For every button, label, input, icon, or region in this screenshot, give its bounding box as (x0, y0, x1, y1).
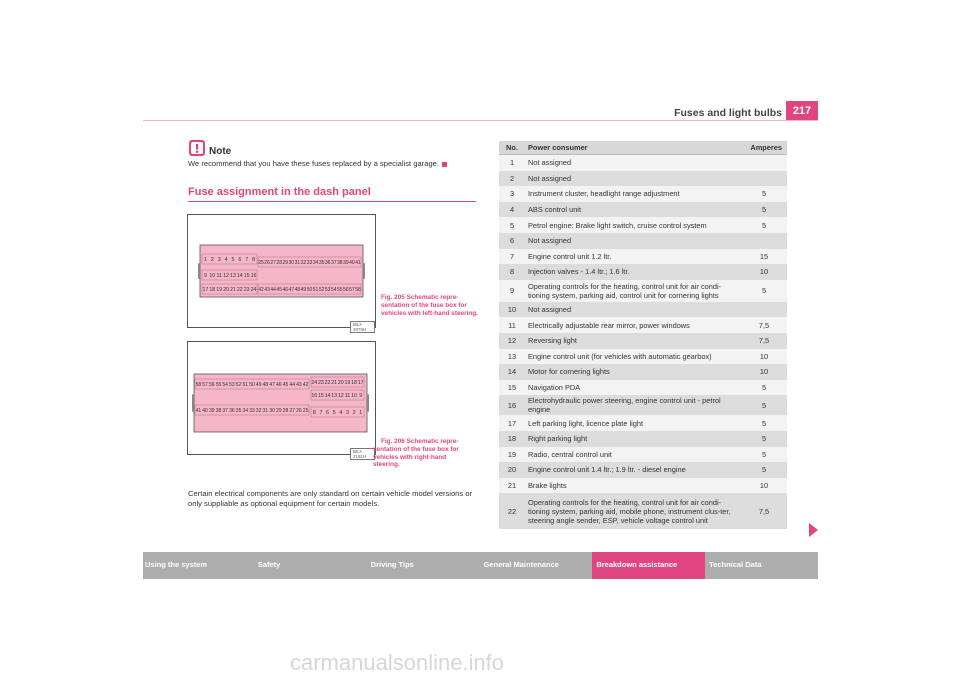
note-title: Note (209, 146, 232, 157)
fuse-slot-label: 22 (236, 287, 243, 293)
amperes-value: 5 (761, 220, 767, 230)
fuse-slot-label: 20 (223, 287, 230, 293)
nav-tab-label: Using the system (145, 560, 208, 569)
fuse-slot-label: 38 (215, 408, 222, 414)
power-consumer: Not assigned (528, 236, 572, 246)
amperes-value: 7,5 (758, 336, 770, 346)
fuse-slot-label: 18 (209, 287, 216, 293)
power-consumer: Not assigned (528, 158, 572, 168)
fuse-slot-label: 5 (332, 410, 336, 416)
fuse-slot-label: 23 (243, 287, 250, 293)
table-header-row (499, 141, 787, 155)
fuse-slot-label: 13 (229, 273, 236, 279)
fuse-slot-label: 18 (351, 380, 358, 386)
fuse-slot-label: 47 (288, 287, 295, 293)
fuse-slot-label: 30 (288, 260, 295, 266)
power-consumer: Petrol engine: Brake light switch, cruise control system (528, 220, 707, 230)
end-marker-icon (442, 162, 447, 167)
fuse-slot-label: 3 (345, 410, 349, 416)
power-consumer: Not assigned (528, 305, 572, 315)
fuse-slot-label: 39 (343, 260, 349, 266)
nav-tab-label: Safety (257, 560, 281, 569)
fuse-number: 12 (507, 336, 517, 346)
table-row (499, 202, 787, 218)
fuse-slot-label: 3 (217, 257, 221, 263)
fuse-slot-label: 6 (238, 257, 242, 263)
fuse-slot-label: 55 (215, 382, 222, 388)
fuse-slot-label: 36 (324, 260, 331, 266)
fuse-number: 7 (509, 251, 515, 261)
column-header-no: No. (506, 143, 518, 152)
fuse-box-tab (367, 394, 369, 411)
fuse-slot-label: 13 (331, 393, 338, 399)
table-row (499, 186, 787, 202)
fuse-number: 17 (507, 418, 517, 428)
fuse-slot-label: 9 (203, 273, 207, 279)
fuse-slot-label: 10 (351, 393, 358, 399)
power-consumer: Electrically adjustable rear mirror, power windows (528, 320, 690, 330)
fuse-number: 15 (507, 383, 517, 393)
fuse-number: 2 (509, 173, 515, 183)
note-text (188, 159, 447, 168)
fuse-number: 8 (509, 267, 515, 277)
fuse-slot-label: 20 (337, 380, 344, 386)
fuse-slot-label: 17 (202, 287, 209, 293)
fuse-slot-label: 26 (296, 408, 302, 414)
figure-caption-206: Fig. 206 Schematic repre-sentation of the fuse box for vehicles with right-hand steering. (373, 438, 459, 469)
fuse-slot-label: 24 (250, 287, 257, 293)
section-title: Fuse assignment in the dash panel (188, 186, 371, 198)
column-header-amperes: Amperes (750, 143, 782, 152)
fuse-slot-label: 40 (202, 408, 208, 414)
power-consumer: Operating controls for the heating, control unit for air condi-tioning system, parking aid, control unit for cornering lights (528, 281, 722, 300)
fuse-slot-label: 32 (300, 260, 307, 266)
table-row (499, 380, 787, 396)
fuse-slot-label: 24 (311, 380, 318, 386)
table-row (499, 395, 787, 415)
fuse-slot-label: 4 (339, 410, 343, 416)
fuse-box-tab (198, 263, 200, 279)
column-header-consumer: Power consumer (528, 143, 588, 152)
fuse-number: 4 (509, 205, 515, 215)
fuse-slot-label: 30 (269, 408, 275, 414)
amperes-value: 5 (761, 286, 767, 296)
fuse-slot-label: 29 (276, 408, 282, 414)
nav-tab[interactable] (254, 552, 367, 579)
fuse-slot-label: 25 (302, 408, 309, 414)
table-row (499, 493, 787, 529)
fuse-slot-label: 8 (252, 257, 256, 263)
fuse-slot-label: 36 (229, 408, 235, 414)
fuse-slot-label: 53 (229, 382, 235, 388)
fuse-slot-label: 29 (282, 260, 289, 266)
fuse-slot-label: 16 (250, 273, 257, 279)
fuse-slot-label: 14 (324, 393, 331, 399)
fuse-slot-label: 57 (202, 382, 208, 388)
amperes-value: 5 (761, 383, 767, 393)
fuse-slot-label: 44 (270, 287, 276, 293)
page-header-title: Fuses and light bulbs (674, 107, 782, 119)
fuse-slot-label: 34 (242, 408, 249, 414)
fuse-slot-label: 42 (302, 382, 309, 388)
power-consumer: Navigation PDA (528, 383, 581, 393)
figure-fuse-box-right-hand (187, 341, 376, 459)
fuse-slot-label: 33 (249, 408, 255, 414)
fuse-slot-label: 39 (208, 408, 215, 414)
amperes-value: 5 (761, 418, 767, 428)
fuse-slot-label: 12 (223, 273, 230, 279)
fuse-slot-label: 54 (222, 382, 228, 388)
fuse-number: 21 (507, 480, 517, 490)
watermark: carmanualsonline.info (290, 650, 505, 675)
fuse-slot-label: 1 (203, 257, 207, 263)
fuse-slot-label: 9 (359, 393, 363, 399)
table-row (499, 478, 787, 494)
fuse-slot-label: 15 (317, 393, 324, 399)
amperes-value: 5 (761, 465, 767, 475)
power-consumer: ABS control unit (528, 205, 581, 215)
fuse-slot-label: 46 (276, 382, 282, 388)
power-consumer: Radio, central control unit (528, 449, 612, 459)
fuse-slot-label: 52 (235, 382, 242, 388)
power-consumer: Engine control unit (for vehicles with automatic gearbox) (528, 351, 712, 361)
nav-tab[interactable] (367, 552, 480, 579)
fuse-slot-label: 28 (276, 260, 282, 266)
note-icon (188, 139, 206, 157)
table-row (499, 264, 787, 280)
power-consumer: Electrohydraulic power steering, engine control unit - petrol engine (528, 396, 721, 415)
fuse-box-tab (363, 263, 365, 279)
fuse-slot-label: 27 (289, 408, 296, 414)
fuse-slot-label: 19 (344, 380, 351, 386)
power-consumer: Not assigned (528, 173, 572, 183)
fuse-number: 16 (507, 400, 517, 410)
fuse-slot-label: 10 (209, 273, 216, 279)
fuse-number: 1 (509, 158, 515, 168)
fuse-box-diagram-right (188, 342, 375, 454)
fuse-slot-label: 50 (249, 382, 255, 388)
fuse-slot-label: 25 (258, 260, 264, 266)
table-row (499, 349, 787, 365)
fuse-slot-label: 54 (330, 287, 337, 293)
fuse-slot-label: 57 (349, 287, 355, 293)
table-row (499, 431, 787, 447)
figure-code: B5J-2076H (350, 321, 375, 333)
power-consumer: Engine control unit 1.2 ltr. (528, 251, 612, 261)
nav-tab[interactable] (705, 552, 818, 579)
footer-navigation (143, 552, 818, 579)
fuse-slot-label: 8 (312, 410, 316, 416)
fuse-slot-label: 19 (216, 287, 223, 293)
fuse-slot-label: 45 (282, 382, 289, 388)
power-consumer: Operating controls for the heating, control unit for air condi-tioning system, parking aid, mobile phone, instrument clus-ter, steering angle sender, ESP, vehicle voltage control unit (528, 497, 731, 525)
fuse-number: 18 (507, 434, 517, 444)
fuse-slot-label: 11 (216, 273, 222, 279)
table-row (499, 171, 787, 187)
fuse-slot-label: 47 (269, 382, 275, 388)
fuse-slot-label: 16 (311, 393, 318, 399)
fuse-slot-label: 21 (331, 380, 338, 386)
fuse-slot-label: 17 (357, 380, 364, 386)
fuse-slot-label: 2 (210, 257, 214, 263)
fuse-slot-label: 40 (349, 260, 355, 266)
fuse-slot-label: 12 (337, 393, 344, 399)
fuse-slot-label: 50 (306, 287, 313, 293)
fuse-number: 5 (509, 220, 515, 230)
fuse-slot-label: 4 (224, 257, 228, 263)
fuse-slot-label: 35 (318, 260, 325, 266)
fuse-slot-label: 15 (243, 273, 250, 279)
table-row (499, 233, 787, 249)
fuse-slot-label: 22 (324, 380, 331, 386)
power-consumer: Motor for cornering lights (528, 367, 610, 377)
amperes-value: 5 (761, 189, 767, 199)
fuse-number: 20 (507, 465, 517, 475)
amperes-value: 15 (759, 251, 769, 261)
fuse-slot-label: 48 (262, 382, 269, 388)
nav-tab[interactable] (592, 552, 705, 579)
fuse-slot-label: 58 (355, 287, 361, 293)
fuse-slot-label: 23 (317, 380, 324, 386)
table-row (499, 333, 787, 349)
power-consumer: Brake lights (528, 480, 567, 490)
nav-tab[interactable] (143, 552, 254, 579)
fuse-slot-label: 41 (355, 260, 361, 266)
amperes-value: 7,5 (758, 506, 770, 516)
figure-caption-205: Fig. 205 Schematic repre-sentation of the fuse box for vehicles with left-hand steering. (381, 294, 478, 317)
amperes-value: 5 (761, 434, 767, 444)
fuse-number: 3 (509, 189, 515, 199)
fuse-slot-label: 35 (235, 408, 242, 414)
fuse-box-diagram-left (188, 215, 375, 327)
next-page-arrow-icon[interactable] (809, 523, 818, 537)
fuse-slot-label: 7 (319, 410, 323, 416)
fuse-slot-label: 37 (330, 260, 337, 266)
amperes-value: 10 (759, 267, 769, 277)
body-paragraph: Certain electrical components are only standard on certain vehicle model versions or only suppliable as optional equipment for certain models. (188, 489, 473, 508)
fuse-slot-label: 37 (222, 408, 228, 414)
fuse-slot-label: 38 (337, 260, 343, 266)
header-divider (143, 120, 818, 121)
fuse-slot-label: 48 (294, 287, 301, 293)
power-consumer: Left parking light, licence plate light (528, 418, 644, 428)
nav-tab-label: Driving Tips (370, 560, 414, 569)
power-consumer: Right parking light (528, 434, 588, 444)
amperes-value: 10 (759, 480, 769, 490)
nav-tab-label: General Maintenance (483, 560, 559, 569)
amperes-value: 10 (759, 351, 769, 361)
fuse-slot-label: 52 (318, 287, 325, 293)
nav-tab[interactable] (479, 552, 592, 579)
table-row (499, 280, 787, 302)
table-row (499, 415, 787, 431)
table-row (499, 249, 787, 265)
fuse-number: 22 (507, 506, 517, 516)
fuse-slot-label: 11 (344, 393, 351, 399)
section-divider (188, 201, 476, 202)
fuse-slot-label: 43 (296, 382, 302, 388)
fuse-number: 10 (507, 305, 517, 315)
fuse-slot-label: 49 (255, 382, 262, 388)
amperes-value: 10 (759, 367, 769, 377)
fuse-slot-label: 56 (208, 382, 215, 388)
fuse-slot-label: 27 (270, 260, 276, 266)
table-row (499, 317, 787, 333)
fuse-slot-label: 44 (289, 382, 296, 388)
nav-tab-label: Breakdown assistance (596, 560, 678, 569)
fuse-slot-label: 46 (282, 287, 289, 293)
fuse-slot-label: 32 (255, 408, 262, 414)
fuse-slot-label: 58 (195, 382, 202, 388)
fuse-slot-label: 26 (264, 260, 270, 266)
fuse-box-tab (192, 394, 194, 411)
power-consumer: Reversing light (528, 336, 577, 346)
fuse-number: 13 (507, 351, 517, 361)
fuse-assignment-table (499, 141, 787, 529)
table-row (499, 217, 787, 233)
fuse-slot-label: 55 (337, 287, 343, 293)
fuse-number: 14 (507, 367, 517, 377)
note-text-body: We recommend that you have these fuses replaced by a specialist garage. (188, 159, 440, 168)
amperes-value: 5 (761, 205, 767, 215)
table-row (499, 302, 787, 318)
table-row (499, 364, 787, 380)
power-consumer: Engine control unit 1.4 ltr.; 1.9 ltr. - diesel engine (528, 465, 686, 475)
fuse-slot-label: 6 (326, 410, 330, 416)
fuse-slot-label: 51 (312, 287, 319, 293)
fuse-number: 9 (509, 286, 515, 296)
fuse-slot-label: 7 (245, 257, 249, 263)
fuse-slot-label: 51 (242, 382, 249, 388)
fuse-number: 19 (507, 449, 517, 459)
fuse-slot-label: 28 (282, 408, 289, 414)
amperes-value: 7,5 (758, 320, 770, 330)
fuse-slot-label: 31 (262, 408, 269, 414)
fuse-slot-label: 45 (276, 287, 282, 293)
fuse-slot-label: 1 (359, 410, 363, 416)
amperes-value: 5 (761, 449, 767, 459)
fuse-slot-label: 53 (324, 287, 331, 293)
table-row (499, 447, 787, 463)
fuse-slot-label: 34 (312, 260, 319, 266)
fuse-slot-label: 33 (306, 260, 313, 266)
fuse-slot-label: 21 (229, 287, 236, 293)
fuse-slot-label: 14 (236, 273, 243, 279)
power-consumer: Instrument cluster, headlight range adjustment (528, 189, 680, 199)
power-consumer: Injection valves - 1.4 ltr.; 1.6 ltr. (528, 267, 630, 277)
fuse-slot-label: 2 (352, 410, 356, 416)
fuse-slot-label: 43 (264, 287, 270, 293)
fuse-slot-label: 5 (231, 257, 235, 263)
table-body (499, 155, 787, 529)
fuse-slot-label: 31 (294, 260, 301, 266)
fuse-slot-label: 42 (258, 287, 264, 293)
fuse-slot-label: 49 (300, 287, 307, 293)
fuse-number: 11 (508, 320, 516, 330)
fuse-number: 6 (509, 236, 515, 246)
page-number: 217 (786, 101, 818, 121)
fuse-slot-label: 41 (195, 408, 202, 414)
figure-fuse-box-left-hand (187, 214, 376, 332)
table-row (499, 462, 787, 478)
figure-code: B5J-2191H (350, 448, 375, 460)
amperes-value: 5 (761, 400, 767, 410)
fuse-slot-label: 56 (343, 287, 349, 293)
nav-tab-label: Technical Data (709, 560, 762, 569)
table-row (499, 155, 787, 171)
